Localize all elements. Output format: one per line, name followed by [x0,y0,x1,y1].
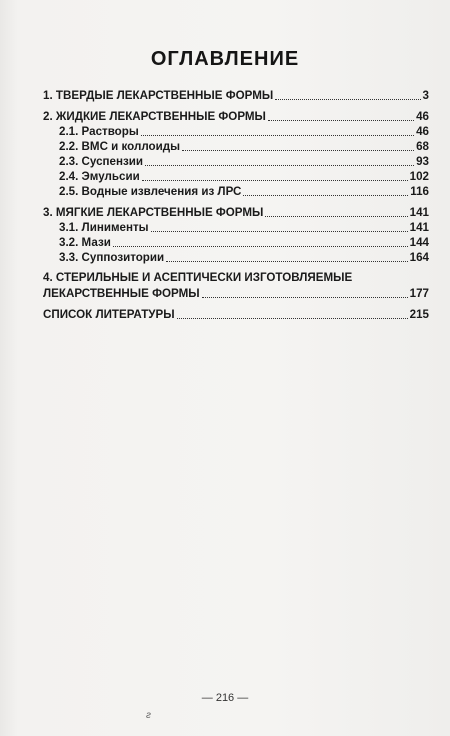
toc-label: 2.2. ВМС и коллоиды [59,140,181,153]
toc-entry-4 [43,271,429,301]
page-number: — 216 — [201,692,249,704]
toc-label: СПИСОК ЛИТЕРАТУРЫ [43,308,175,321]
toc-entry-2-5 [43,184,429,199]
dot-leader [243,195,408,196]
toc-label-line-2: ЛЕКАРСТВЕННЫЕ ФОРМЫ [43,287,200,300]
table-of-contents [43,88,429,322]
toc-page: 164 [409,251,429,264]
toc-entry-2-1 [43,124,429,139]
toc-page: 46 [416,110,429,123]
dot-leader [141,135,414,136]
toc-page: 102 [409,170,429,183]
toc-page: 116 [410,185,429,198]
toc-label: 1. ТВЕРДЫЕ ЛЕКАРСТВЕННЫЕ ФОРМЫ [43,89,274,102]
toc-entry-3-1 [43,220,429,235]
toc-entry-3 [43,205,429,220]
toc-page: 141 [409,221,429,234]
toc-label: 3. МЯГКИЕ ЛЕКАРСТВЕННЫЕ ФОРМЫ [43,206,264,219]
toc-page: 141 [409,206,429,219]
dot-leader [166,261,408,262]
toc-label: 2.1. Растворы [59,125,139,138]
toc-entry-bibliography [43,307,429,322]
toc-page: 46 [416,125,429,138]
toc-page: 144 [409,236,429,249]
dot-leader [145,165,414,166]
page-title: ОГЛАВЛЕНИЕ [150,48,300,70]
toc-entry-2-4 [43,169,429,184]
toc-label: 2.4. Эмульсии [59,170,140,183]
toc-page: 177 [409,287,429,300]
toc-entry-3-3 [43,250,429,265]
toc-entry-3-2 [43,235,429,250]
dot-leader [275,99,420,100]
dot-leader [202,297,408,298]
toc-label: 2.5. Водные извлечения из ЛРС [59,185,242,198]
toc-page: 93 [416,155,429,168]
toc-page: 68 [416,140,429,153]
dot-leader [142,180,408,181]
dot-leader [265,216,407,217]
toc-entry-2-2 [43,139,429,154]
toc-label: 2.3. Суспензии [59,155,144,168]
toc-label: 3.3. Суппозитории [59,251,165,264]
toc-page: 3 [422,89,429,102]
dot-leader [113,246,408,247]
toc-label: 3.1. Линименты [59,221,149,234]
toc-label-line-1: 4. СТЕРИЛЬНЫЕ И АСЕПТИЧЕСКИ ИЗГОТОВЛЯЕМЫЕ [43,271,353,284]
toc-entry-2 [43,109,429,124]
dot-leader [182,150,414,151]
toc-label: 3.2. Мази [59,236,111,249]
dot-leader [151,231,408,232]
toc-label: 2. ЖИДКИЕ ЛЕКАРСТВЕННЫЕ ФОРМЫ [43,110,266,123]
toc-entry-1 [43,88,429,103]
dot-leader [177,318,408,319]
bottom-mark: г [146,710,151,721]
dot-leader [268,120,414,121]
toc-page: 215 [409,308,429,321]
toc-entry-2-3 [43,154,429,169]
toc-entry-4-line-2 [43,286,429,301]
